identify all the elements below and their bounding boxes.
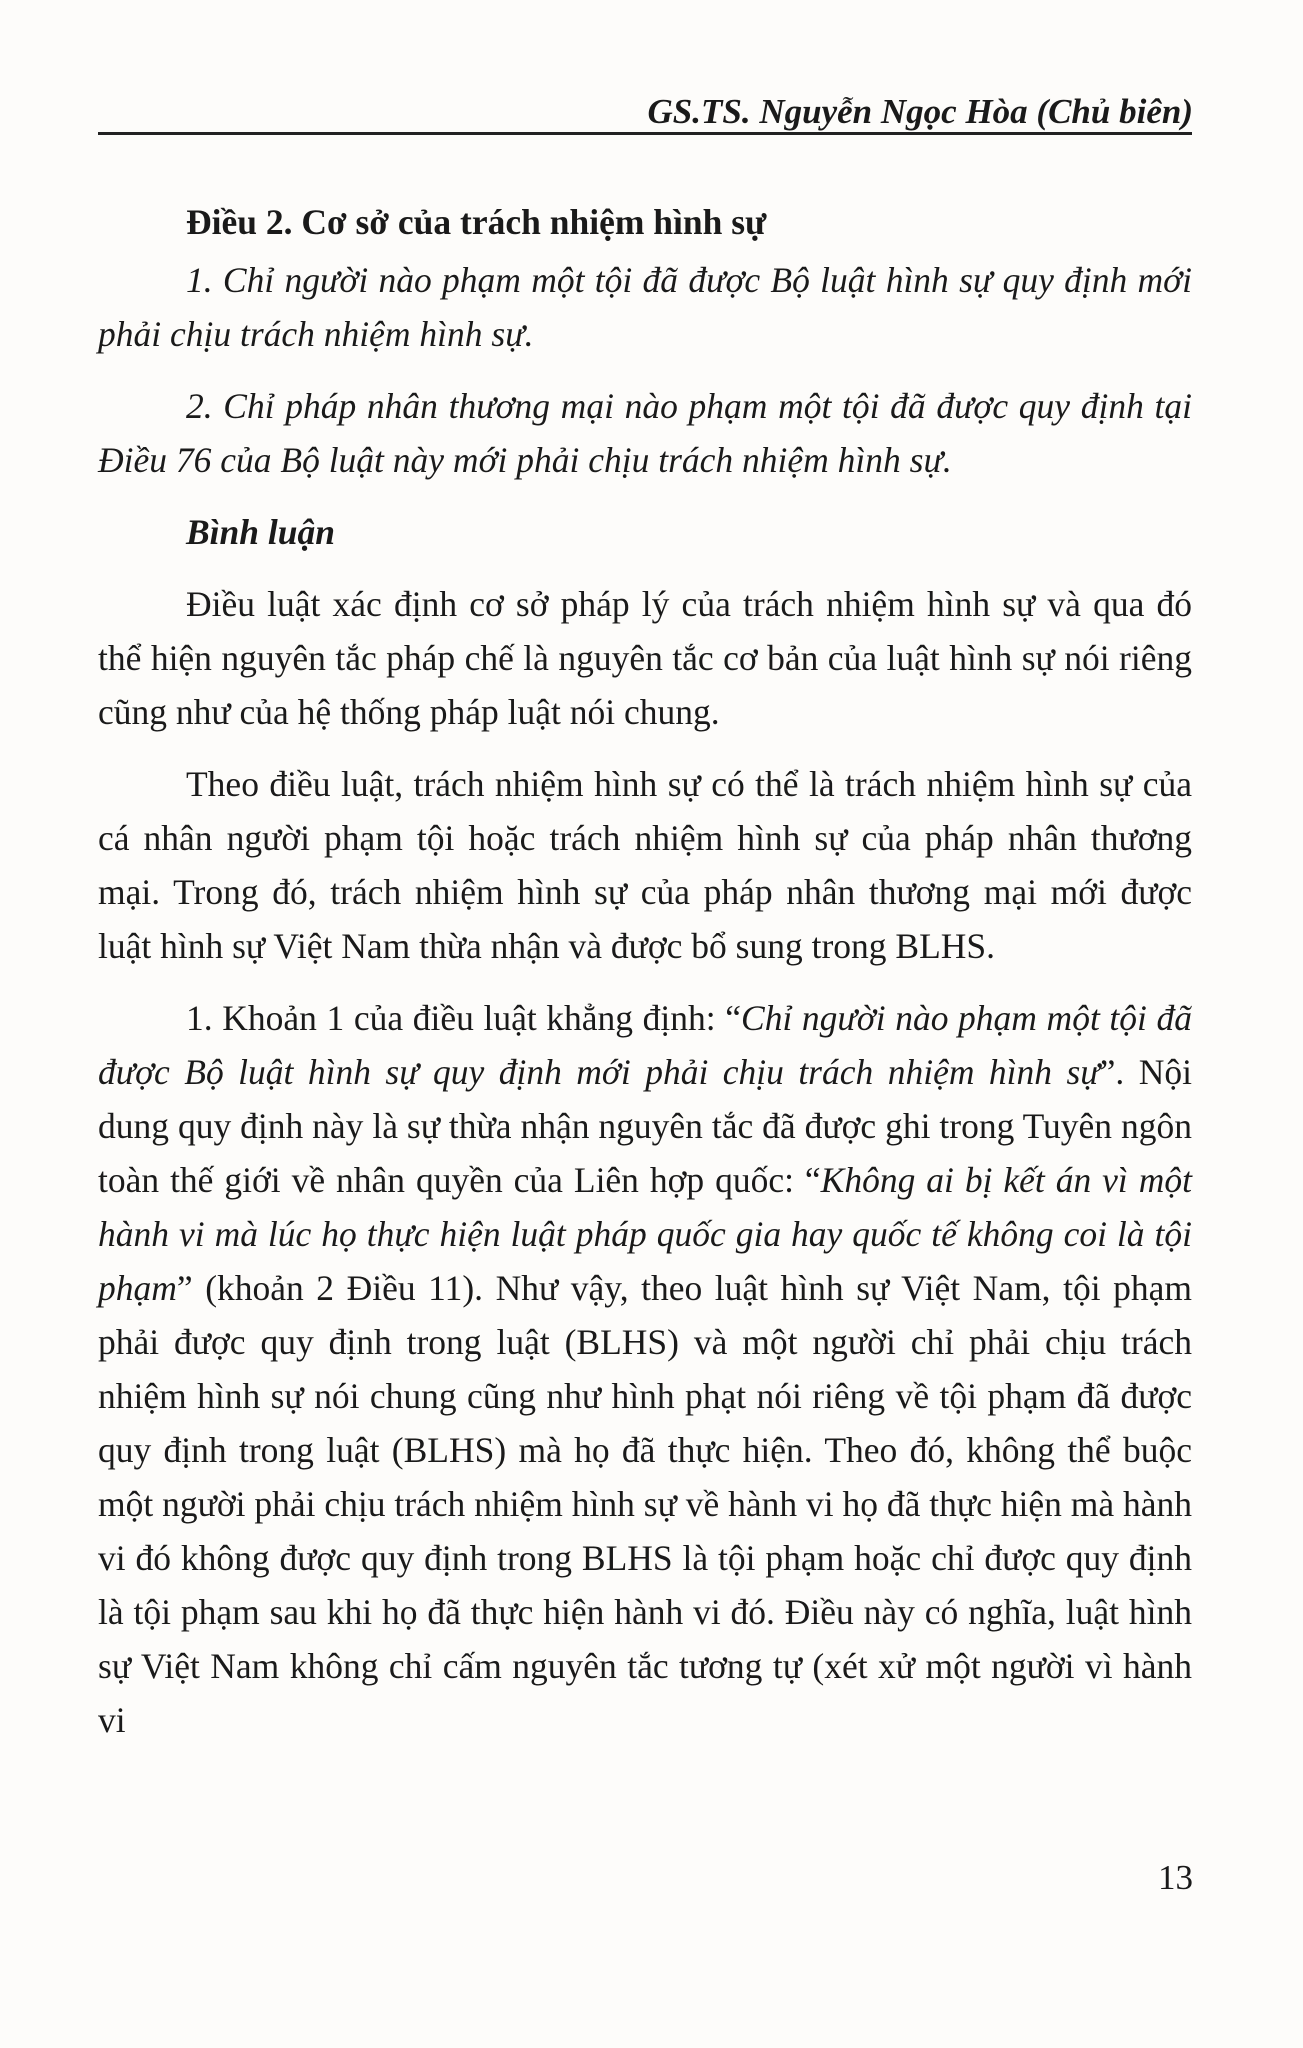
commentary-paragraph-1: Điều luật xác định cơ sở pháp lý của trách nhiệm hình sự và qua đó thể hiện nguyên tắc pháp chế là nguyên tắc cơ bản của luật hình sự nói riêng cũng như của hệ thống pháp luật nói chung. bbox=[98, 584, 1192, 732]
paragraph-3-text-2: ”. Nội dung quy định này là sự thừa nhận nguyên tắc đã được ghi trong Tuyên ngôn toàn thế giới về nhân quyền của Liên hợp quốc: “ bbox=[98, 1052, 1193, 1200]
clause-2: 2. Chỉ pháp nhân thương mại nào phạm một tội đã được quy định tại Điều 76 của Bộ luật này mới phải chịu trách nhiệm hình sự. bbox=[98, 386, 1192, 480]
clause-1: 1. Chỉ người nào phạm một tội đã được Bộ luật hình sự quy định mới phải chịu trách nhiệm hình sự. bbox=[98, 260, 1192, 354]
quote-clause-1: Chỉ người nào phạm một tội đã được Bộ luật hình sự quy định mới phải chịu trách nhiệm hình sự bbox=[98, 998, 1193, 1092]
commentary-paragraph-2: Theo điều luật, trách nhiệm hình sự có thể là trách nhiệm hình sự của cá nhân người phạm tội hoặc trách nhiệm hình sự của pháp nhân thương mại. Trong đó, trách nhiệm hình sự của pháp nhân thương mại mới được luật hình sự Việt Nam thừa nhận và được bổ sung trong BLHS. bbox=[98, 764, 1192, 966]
paragraph-3-text-1: 1. Khoản 1 của điều luật khẳng định: “ bbox=[186, 998, 742, 1038]
page-number: 13 bbox=[1158, 1858, 1193, 1897]
quote-udhr: Không ai bị kết án vì một hành vi mà lúc họ thực hiện luật pháp quốc gia hay quốc tế không coi là tội phạm bbox=[98, 1160, 1192, 1308]
article-title: Điều 2. Cơ sở của trách nhiệm hình sự bbox=[186, 202, 767, 242]
running-head: GS.TS. Nguyễn Ngọc Hòa (Chủ biên) bbox=[647, 92, 1193, 131]
page-body bbox=[98, 195, 1192, 1765]
header-rule bbox=[98, 132, 1192, 135]
paragraph-3-text-3: ” (khoản 2 Điều 11). Như vậy, theo luật hình sự Việt Nam, tội phạm phải được quy định trong luật (BLHS) và một người chỉ phải chịu trách nhiệm hình sự nói chung cũng như hình phạt nói riêng về tội phạm đã được quy định trong luật (BLHS) mà họ đã thực hiện. Theo đó, không thể buộc một người phải chịu trách nhiệm hình sự về hành vi họ đã thực hiện mà hành vi đó không được quy định trong BLHS là tội phạm hoặc chỉ được quy định là tội phạm sau khi họ đã thực hiện hành vi đó. Điều này có nghĩa, luật hình sự Việt Nam không chỉ cấm nguyên tắc tương tự (xét xử một người vì hành vi bbox=[98, 1268, 1192, 1740]
commentary-paragraph-3 bbox=[98, 991, 1192, 1747]
commentary-heading: Bình luận bbox=[186, 512, 336, 552]
